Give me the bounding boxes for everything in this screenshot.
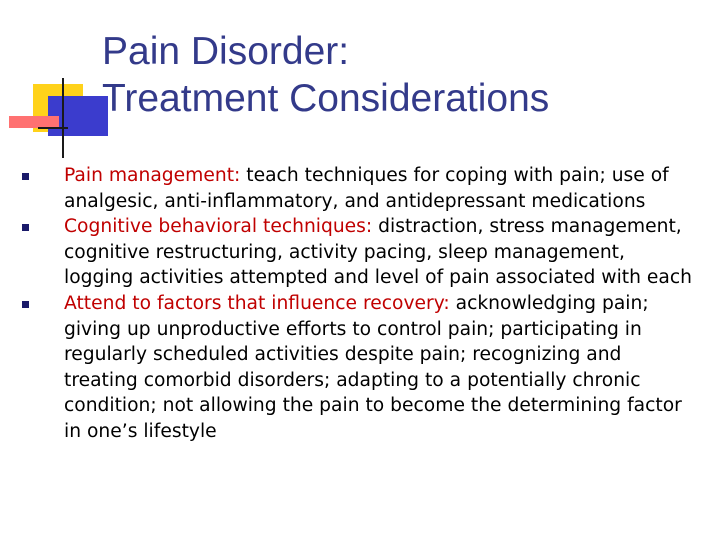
bullet-item-recovery-factors bbox=[22, 291, 698, 445]
square-bullet-icon bbox=[22, 301, 29, 308]
square-bullet-icon bbox=[22, 224, 29, 231]
bullet-lead: Cognitive behavioral techniques: bbox=[64, 216, 373, 238]
bullet-text bbox=[64, 163, 698, 214]
bullet-lead: Attend to factors that influence recovery: bbox=[64, 292, 450, 314]
bullet-lead: Pain management: bbox=[64, 165, 241, 186]
bullet-item-cognitive-behavioral bbox=[22, 214, 698, 291]
bullet-body: teach techniques for coping with pain; use of analgesic, anti-inflammatory, and antidepressant medications bbox=[64, 165, 669, 212]
decor-vertical-line bbox=[62, 78, 64, 158]
bullet-body: distraction, stress management, cognitive restructuring, activity pacing, sleep management, logging activities attempted and level of pain associated with each bbox=[64, 216, 692, 289]
bullet-item-pain-management bbox=[22, 163, 698, 214]
decor-horizontal-line bbox=[38, 127, 68, 129]
bullet-text bbox=[64, 214, 698, 291]
slide-title-line-2: Treatment Considerations bbox=[102, 77, 550, 120]
bullet-text bbox=[64, 291, 698, 445]
bullet-list bbox=[22, 163, 698, 445]
bullet-body: acknowledging pain; giving up unproductive efforts to control pain; participating in regularly scheduled activities despite pain; recognizing and treating comorbid disorders; adapting to a potentially chronic condition; not allowing the pain to become the determining factor in one’s lifestyle bbox=[64, 292, 682, 442]
square-bullet-icon bbox=[22, 173, 29, 180]
slide-title-line-1: Pain Disorder: bbox=[102, 30, 350, 73]
slide-title bbox=[102, 28, 702, 122]
